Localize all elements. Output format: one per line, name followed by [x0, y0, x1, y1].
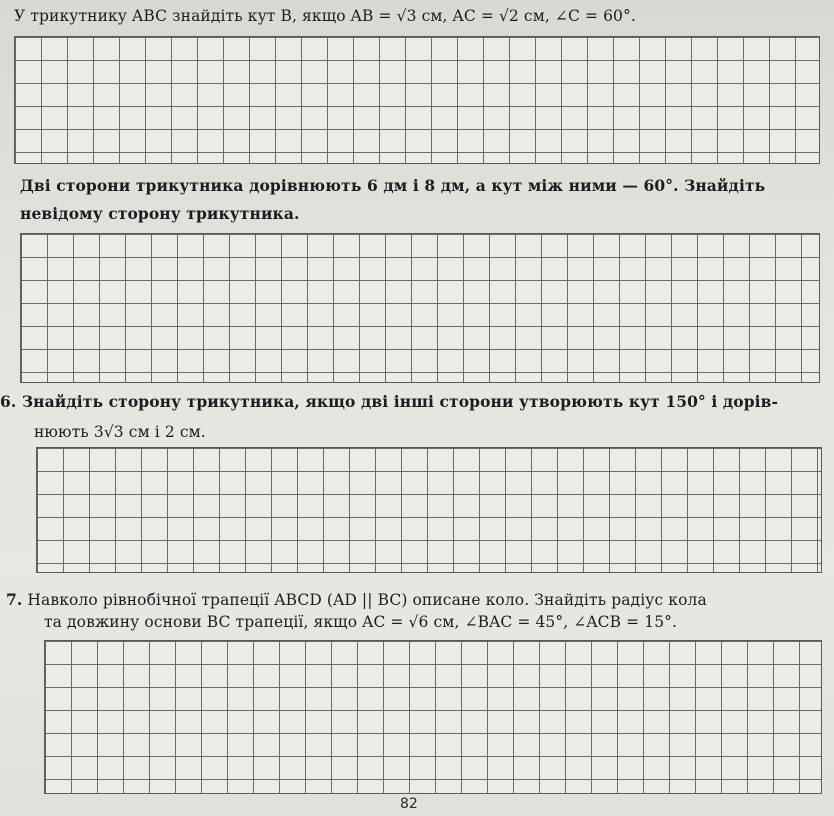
problem-text-line: [0, 392, 778, 412]
page-number: 82: [400, 796, 418, 812]
problem-statement: Дві сторони трикутника дорівнюють 6 дм і 8 дм, а кут між ними — 60°. Знайдіть: [20, 176, 766, 195]
problem-number: 7.: [6, 590, 23, 609]
problem-statement: У трикутнику ABC знайдіть кут B, якщо AB = √3 см, AC = √2 см, ∠C = 60°.: [14, 7, 636, 25]
answer-grid: [14, 36, 820, 164]
problem-text-line: [20, 176, 765, 196]
answer-grid: [20, 233, 820, 383]
problem-statement-continued: нюють 3√3 см і 2 см.: [34, 423, 206, 441]
problem-statement-continued: та довжину основи BC трапеції, якщо AC = √6 см, ∠BAC = 45°, ∠ACB = 15°.: [44, 613, 678, 631]
problem-statement: Знайдіть сторону трикутника, якщо дві інші сторони утворюють кут 150° і дорів-: [21, 392, 779, 411]
answer-grid: [36, 447, 822, 573]
problem-text-line: [14, 6, 636, 26]
answer-grid: [44, 640, 822, 794]
problem-text-line: [44, 612, 677, 632]
problem-text-line: [20, 204, 299, 224]
problem-text-line: [6, 590, 707, 610]
problem-statement: Навколо рівнобічної трапеції ABCD (AD || BC) описане коло. Знайдіть радіус кола: [27, 591, 707, 609]
problem-statement-continued: невідому сторону трикутника.: [20, 204, 300, 223]
problem-text-line: [34, 422, 206, 442]
problem-number: 6.: [0, 392, 17, 411]
